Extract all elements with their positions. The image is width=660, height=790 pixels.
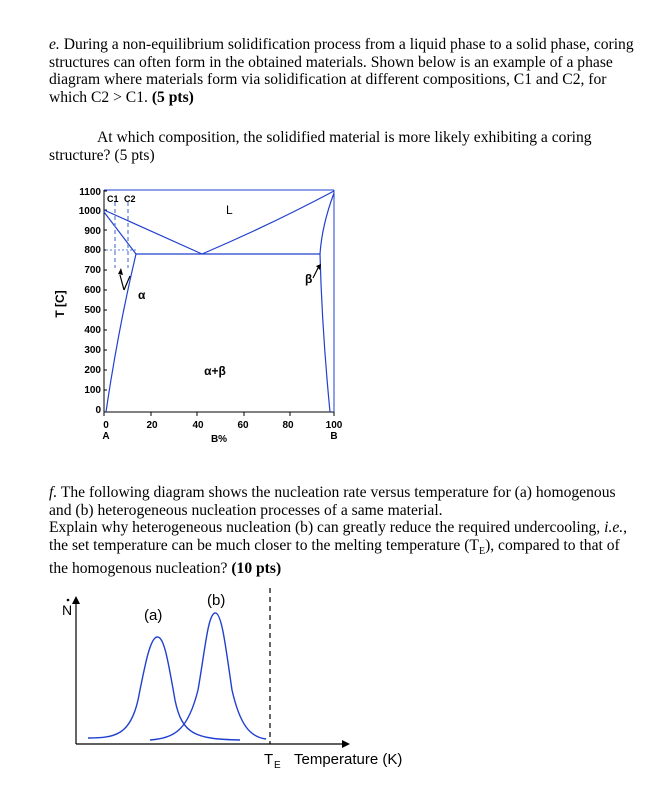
ytick-500: 500 — [84, 305, 101, 316]
liquidus-right — [202, 191, 334, 254]
xtick-0: 0 — [103, 420, 109, 431]
te-label: T — [264, 751, 274, 768]
question-f-ie: i.e. — [604, 519, 624, 536]
xtick-80: 80 — [282, 420, 294, 431]
xlabel-percent: B% — [210, 434, 228, 445]
curve-a-label: (a) — [144, 607, 163, 624]
c2-label: C2 — [124, 194, 136, 204]
question-e-points: (5 pts) — [151, 88, 194, 106]
xtick-100: 100 — [325, 420, 343, 431]
beta-arrow — [313, 264, 321, 278]
xtick-40: 40 — [192, 420, 204, 431]
ytick-200: 200 — [84, 365, 101, 376]
question-f-body2b: , the set temperature can be much closer to the melting temperature (T — [49, 519, 628, 554]
region-alpha-beta: α+β — [204, 364, 226, 378]
solidus-left — [104, 212, 136, 254]
ytick-1100: 1100 — [79, 187, 101, 198]
solidus-right — [320, 193, 334, 254]
question-f-points: (10 pts) — [231, 560, 282, 578]
x-ticks — [102, 420, 342, 445]
xlabel-B: B — [330, 431, 338, 442]
ytick-600: 600 — [84, 285, 101, 296]
question-f-body2a: Explain why heterogeneous nucleation (b) can greatly reduce the required undercooling, — [49, 519, 601, 536]
region-L: L — [226, 203, 233, 217]
ytick-400: 400 — [84, 325, 101, 336]
ytick-700: 700 — [84, 265, 101, 276]
question-f-sub: E — [478, 545, 486, 557]
curve-b-label: (b) — [207, 592, 226, 609]
ytick-800: 800 — [84, 245, 101, 256]
y-ticks — [79, 187, 107, 416]
ytick-0: 0 — [95, 405, 101, 416]
nuc-ylabel: N — [62, 602, 73, 618]
phase-diagram-ylabel: T [C] — [53, 290, 67, 318]
nuc-xlabel: Temperature (K) — [294, 751, 403, 768]
c1-label: C1 — [107, 194, 119, 204]
ytick-900: 900 — [84, 226, 101, 237]
ytick-300: 300 — [84, 345, 101, 356]
question-e-prompt: At which composition, the solidified material is more likely exhibiting a coring structure? (5 pts) — [49, 129, 592, 164]
xtick-60: 60 — [237, 420, 249, 431]
region-alpha: α — [138, 288, 146, 302]
xlabel-A: A — [102, 431, 110, 442]
xtick-20: 20 — [146, 420, 158, 431]
question-f-text — [49, 484, 634, 578]
question-f-body1: The following diagram shows the nucleation rate versus temperature for (a) homogenous and (b) heterogeneous nucleation processes of a same material. — [49, 484, 616, 519]
solvus-right — [320, 254, 330, 412]
ytick-100: 100 — [84, 385, 101, 396]
te-sub: E — [274, 760, 281, 771]
question-f-body2c: ), compared to that of the homogenous nucleation? — [49, 536, 620, 578]
question-e-label: e. — [49, 36, 60, 53]
question-e-body: During a non-equilibrium solidification process from a liquid phase to a solid phase, coring structures can often form in the obtained materials. Shown below is an example of a phase diagram where materials form via solidification at different compositions, C1 and C2, for which C2 > C1. — [49, 36, 634, 106]
ytick-1000: 1000 — [78, 206, 101, 217]
region-beta: β — [305, 272, 313, 286]
question-f-label: f. — [49, 484, 58, 501]
